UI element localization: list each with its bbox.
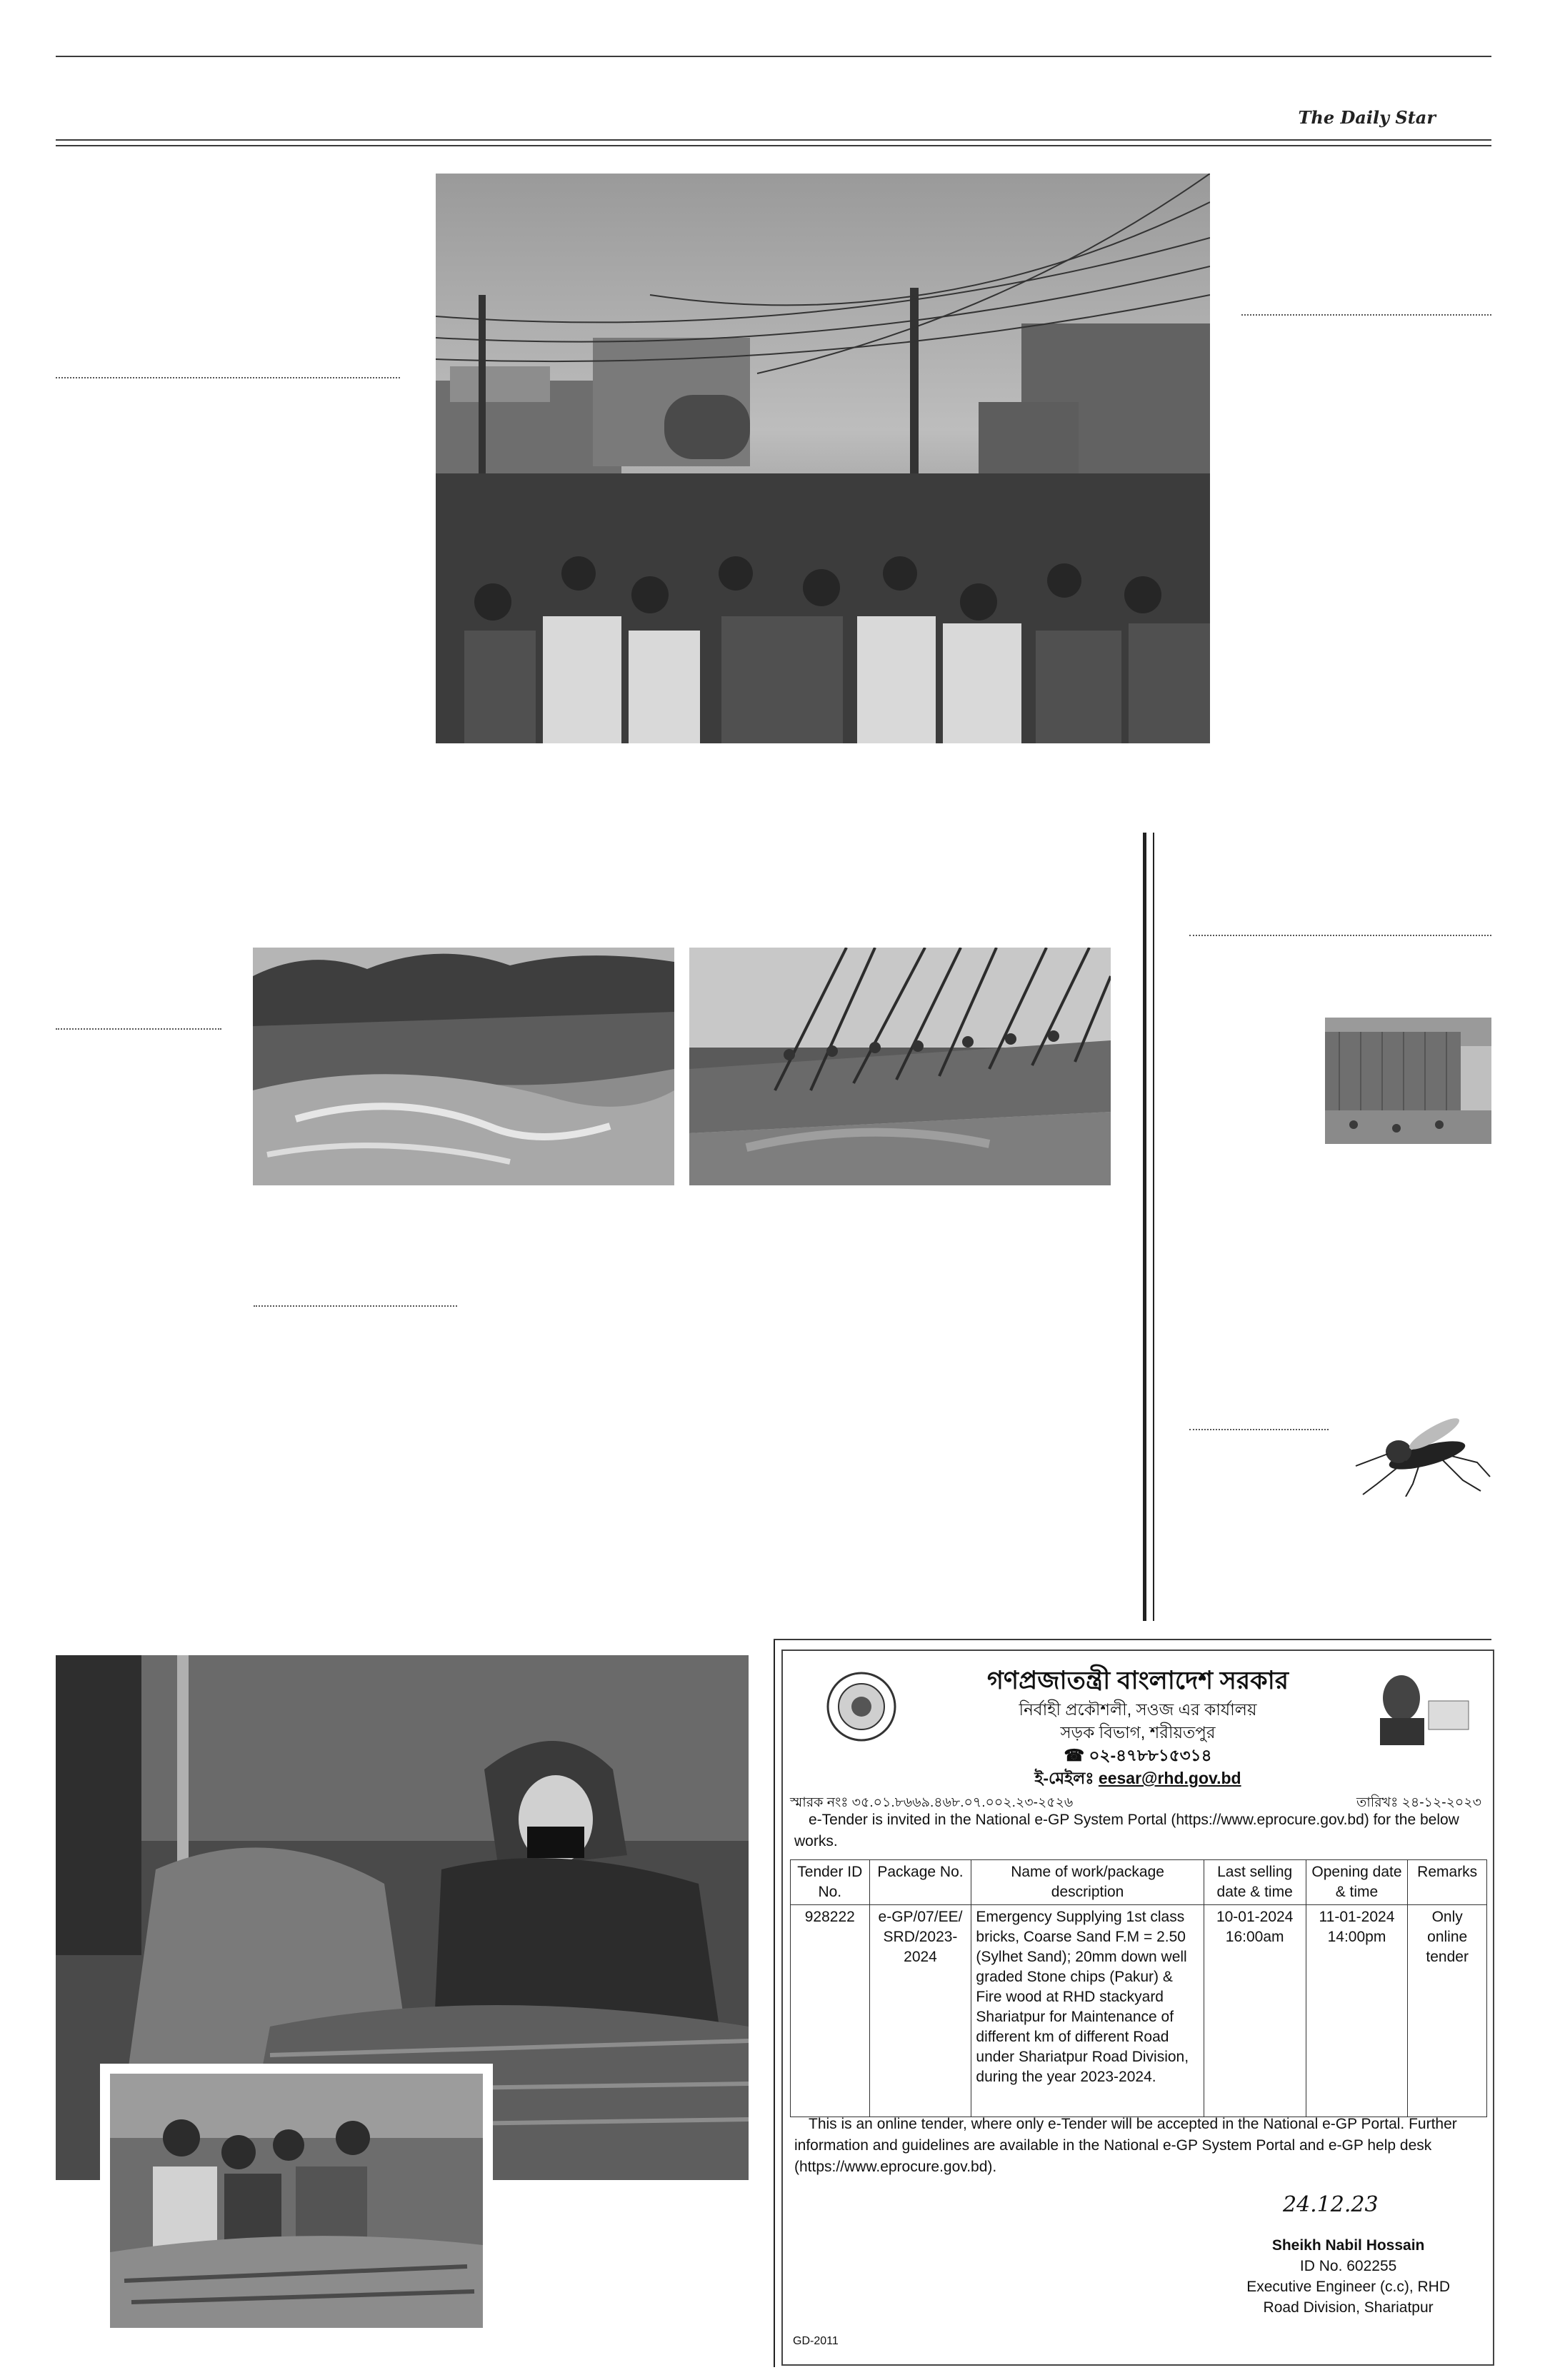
tender-opening: 11-01-2024 14:00pm [1306,1905,1408,2117]
tender-remarks: Only online tender [1408,1905,1487,2117]
separator [56,1028,221,1030]
table-header: Tender ID No. [791,1860,870,1905]
tender-date: তারিখঃ ২৪-১২-২০২৩ [1356,1795,1481,1810]
signer-name: Sheikh Nabil Hossain [1271,2237,1425,2254]
table-header: Remarks [1408,1860,1487,1905]
separator [1241,314,1491,316]
tender-email-line [783,1765,1493,1793]
separator [254,1305,457,1307]
tender-package: e-GP/07/EE/ SRD/2023- 2024 [869,1905,971,2117]
tender-phone: ☎ ০২-৪৭৮৮১৫৩১৪ [1064,1746,1212,1764]
tender-last-selling: 10-01-2024 16:00am [1204,1905,1306,2117]
tender-email[interactable]: eesar@rhd.gov.bd [1098,1769,1241,1787]
tender-table [790,1859,1487,2117]
separator [1189,935,1491,936]
signer-id: ID No. 602255 [1299,2258,1397,2274]
signature: 24.12.23 [1283,2192,1379,2217]
tender-code: GD-2011 [793,2335,839,2347]
table-header: Package No. [869,1860,971,1905]
header-rule-1 [56,139,1491,141]
top-rule [56,56,1491,57]
table-header: Opening date & time [1306,1860,1408,1905]
column-rule [1143,833,1146,1621]
tender-email-label: ই-মেইলঃ [1034,1769,1094,1787]
column-rule [1153,833,1154,1621]
signer-office: Road Division, Shariatpur [1263,2299,1434,2316]
column-rule [774,1639,775,2367]
separator [1189,1429,1329,1430]
table-row [791,1905,1487,2117]
table-header: Name of work/package description [971,1860,1204,1905]
tender-office: নির্বাহী প্রকৌশলী, সওজ এর কার্যালয় [1019,1700,1257,1719]
signer-block [1246,2235,1450,2318]
masthead: The Daily Star [1298,107,1436,128]
separator [56,377,400,378]
market-inset-photo [100,2064,493,2338]
protest-photo [436,174,1210,743]
tender-division: সড়ক বিভাগ, শরীয়তপুর [1060,1723,1216,1742]
river-erosion-photo [253,948,674,1185]
tender-notice-text: This is an online tender, where only e-Tender will be accepted in the National e-GP Portal. Further information and guidelines are available in the National e-GP System Portal and e-GP help desk (https://www.eprocure.gov.bd). [794,2116,1457,2175]
signer-title: Executive Engineer (c.c), RHD [1246,2279,1450,2295]
header-rule-2 [56,145,1491,146]
tender-notice [781,1650,1494,2366]
tender-id: 928222 [791,1905,870,2117]
train-photo [1325,1018,1491,1144]
tender-gov-title: গণপ্রজাতন্ত্রী বাংলাদেশ সরকার [986,1667,1289,1694]
river-workers-photo [689,948,1111,1185]
tender-memo: স্মারক নংঃ ৩৫.০১.৮৬৬৯.৪৬৮.০৭.০০২.২৩-২৫২৬ [790,1795,1074,1810]
column-rule [774,1639,1491,1640]
table-header: Last selling date & time [1204,1860,1306,1905]
mosquito-illustration [1349,1412,1491,1497]
tender-description: Emergency Supplying 1st class bricks, Coarse Sand F.M = 2.50 (Sylhet Sand); 20mm down well graded Stone chips (Pakur) & Fire wood at RHD stackyard Shariatpur for Maintenance of different km of different Road under Shariatpur Road Division, during the year 2023-2024. [971,1905,1204,2117]
tender-intro: e-Tender is invited in the National e-GP System Portal (https://www.eprocure.gov.bd) for the below works. [794,1812,1459,1849]
table-header-row [791,1860,1487,1905]
